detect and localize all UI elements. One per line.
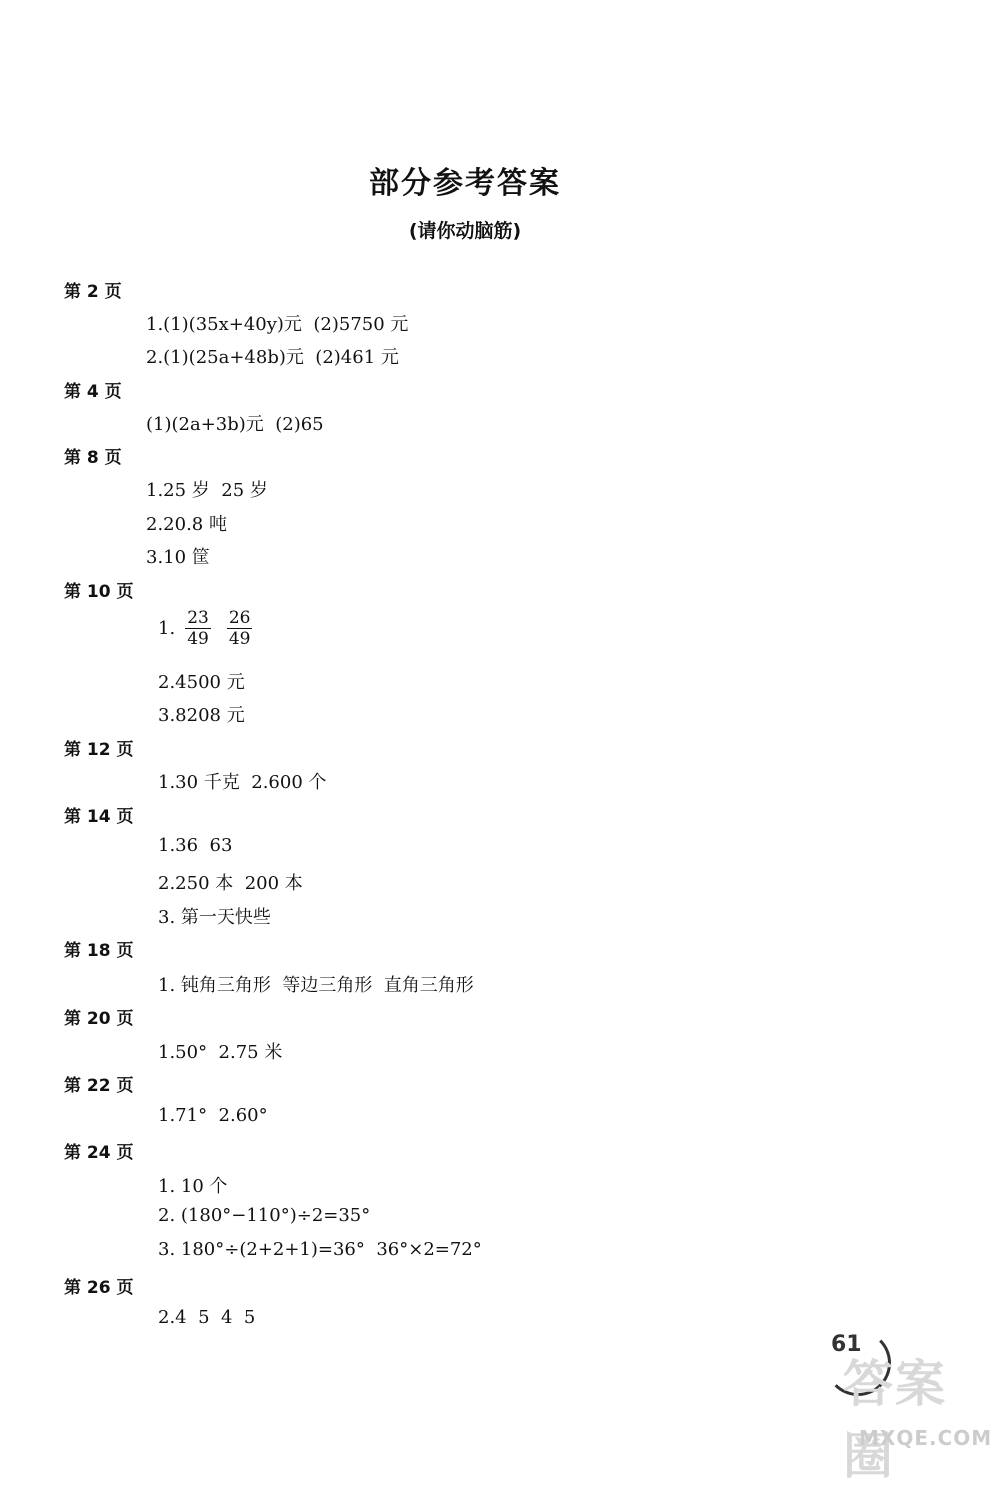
answer-line: 1.50° 2.75 米 [158,1042,283,1063]
section-heading: 第 8 页 [64,448,122,468]
answer-line: 3.10 筐 [146,547,210,568]
answer-line: 3. 180°÷(2+2+1)=36° 36°×2=72° [158,1239,482,1260]
section-heading: 第 10 页 [64,582,134,602]
fraction-answer-line [158,608,258,649]
answer-line: 1.25 岁 25 岁 [146,480,268,501]
fraction [227,608,253,649]
watermark [825,1330,995,1485]
fraction-numerator: 26 [228,608,251,628]
watermark-brand: 答案圈 [843,1355,947,1485]
fraction-numerator: 23 [187,608,209,628]
section-heading: 第 24 页 [64,1143,134,1163]
answer-line: 1. 钝角三角形 等边三角形 直角三角形 [158,975,474,996]
section-heading: 第 2 页 [64,282,122,302]
section-heading: 第 20 页 [64,1009,134,1029]
section-heading: 第 12 页 [64,740,134,760]
answer-line: 1.30 千克 2.600 个 [158,772,327,793]
answer-line: 2.4 5 4 5 [158,1307,256,1328]
answer-line: 1.36 63 [158,835,233,856]
answer-line: 1. 10 个 [158,1176,228,1197]
section-heading: 第 22 页 [64,1076,134,1096]
answer-line: 2.(1)(25a+48b)元 (2)461 元 [146,347,399,368]
section-heading: 第 14 页 [64,807,134,827]
answer-line: 3. 第一天快些 [158,907,271,928]
answer-line: (1)(2a+3b)元 (2)65 [146,414,324,435]
watermark-url: MXQE.COM [859,1426,993,1450]
section-heading: 第 4 页 [64,382,122,402]
answer-line: 2. (180°−110°)÷2=35° [158,1205,371,1226]
answer-line: 2.250 本 200 本 [158,873,303,894]
answer-line: 1.(1)(35x+40y)元 (2)5750 元 [146,314,409,335]
answer-line: 2.20.8 吨 [146,514,227,535]
answer-line: 1.71° 2.60° [158,1105,268,1126]
section-heading: 第 18 页 [64,941,134,961]
section-heading: 第 26 页 [64,1278,134,1298]
page-title: 部分参考答案 [369,166,561,201]
answer-line: 3.8208 元 [158,705,245,726]
answer-line: 2.4500 元 [158,672,245,693]
fraction-denominator: 49 [228,629,251,649]
fraction-denominator: 49 [187,629,209,649]
answer-prefix: 1. [158,618,176,639]
page-number: 61 [831,1332,862,1357]
page-subtitle: (请你动脑筋) [408,220,522,242]
fraction [185,608,211,649]
